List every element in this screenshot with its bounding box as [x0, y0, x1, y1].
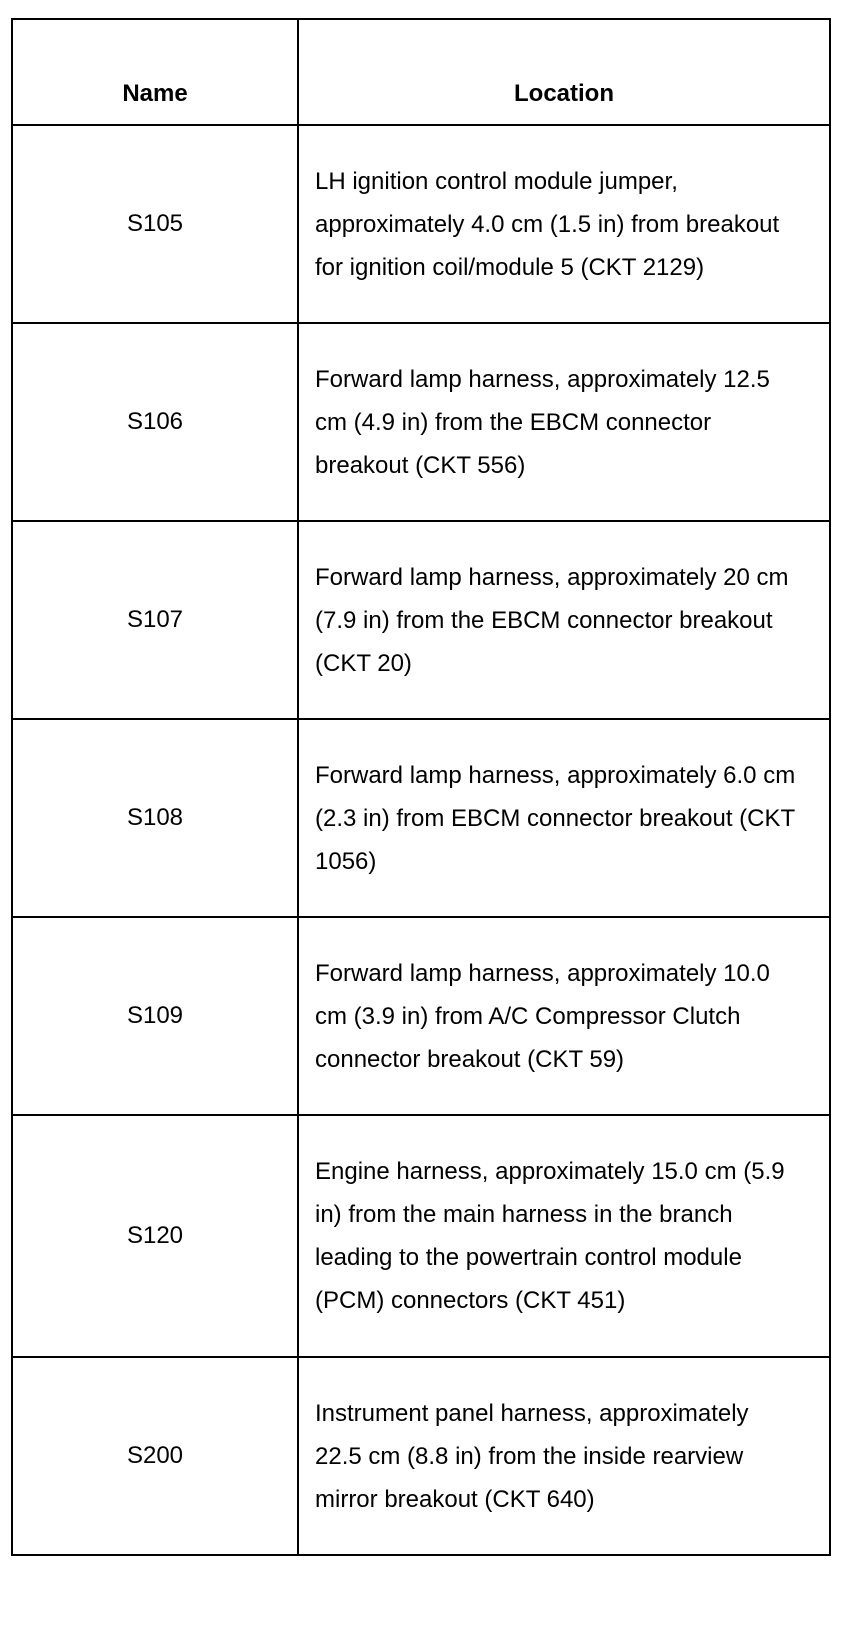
splice-location-cell: Engine harness, approximately 15.0 cm (5.9 in) from the main harness in the branch leading to the powertrain control module (PCM) connectors (CKT 451) — [298, 1115, 830, 1357]
splice-location-cell: Instrument panel harness, approximately 22.5 cm (8.8 in) from the inside rearview mirror breakout (CKT 640) — [298, 1357, 830, 1555]
table-row — [12, 719, 830, 917]
splice-name-cell: S107 — [12, 521, 298, 719]
table-row — [12, 521, 830, 719]
table-row — [12, 917, 830, 1115]
splice-location-cell: LH ignition control module jumper, approximately 4.0 cm (1.5 in) from breakout for ignition coil/module 5 (CKT 2129) — [298, 125, 830, 323]
splice-name-cell: S108 — [12, 719, 298, 917]
splice-name-cell: S105 — [12, 125, 298, 323]
table-row — [12, 1115, 830, 1357]
splice-location-cell: Forward lamp harness, approximately 10.0 cm (3.9 in) from A/C Compressor Clutch connector breakout (CKT 59) — [298, 917, 830, 1115]
table-row — [12, 1357, 830, 1555]
splice-location-cell: Forward lamp harness, approximately 6.0 cm (2.3 in) from EBCM connector breakout (CKT 1056) — [298, 719, 830, 917]
splice-location-cell: Forward lamp harness, approximately 12.5 cm (4.9 in) from the EBCM connector breakout (CKT 556) — [298, 323, 830, 521]
splice-location-table — [11, 18, 831, 1556]
column-header-location: Location — [298, 19, 830, 125]
splice-name-cell: S200 — [12, 1357, 298, 1555]
splice-name-cell: S120 — [12, 1115, 298, 1357]
splice-name-cell: S109 — [12, 917, 298, 1115]
splice-name-cell: S106 — [12, 323, 298, 521]
table-row — [12, 125, 830, 323]
table-row — [12, 323, 830, 521]
splice-location-cell: Forward lamp harness, approximately 20 cm (7.9 in) from the EBCM connector breakout (CKT 20) — [298, 521, 830, 719]
table-header-row — [12, 19, 830, 125]
column-header-name: Name — [12, 19, 298, 125]
